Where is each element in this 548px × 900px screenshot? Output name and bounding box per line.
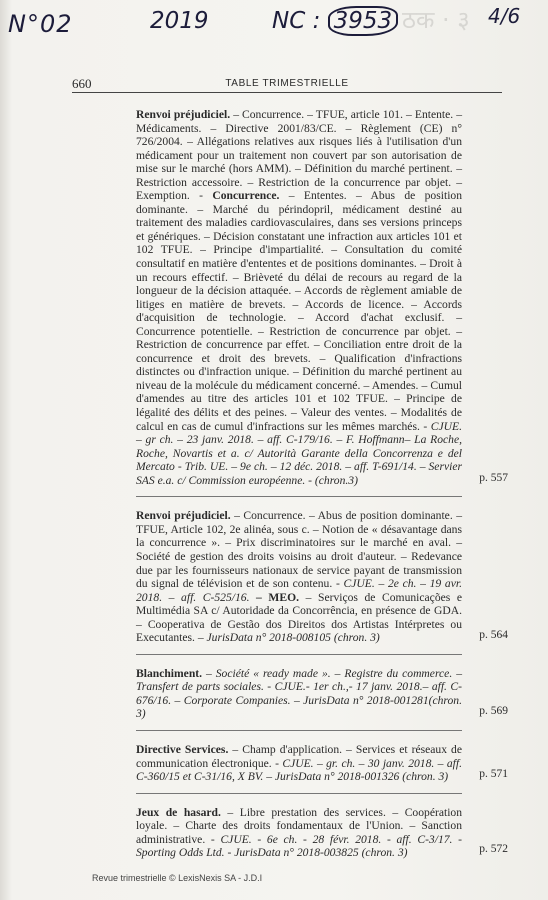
index-entry [136,742,508,794]
entry-text-continued: – Ententes. – Abus de position dominante. – Marché du périndopril, médicament destiné au traitement des maladies cardiovasculaires, dans ses versions princeps et génériques. – Décision constatant une infraction aux articles 101 et 102 TFUE. – Principe d'impartialité. – Consultation du comité consultatif en matière d'ententes et de positions dominantes. – Droit à un recours effectif. – Brièveté du délai de recours au regard de la longueur de la décision attaquée. – Accords de règlement amiable de litiges en matière de brevets. – Accords de licence. – Accords d'acquisition de technologie. – Accord d'achat exclusif. – Concurrence potentielle. – Restriction de concurrence par objet. – Restriction de concurrence par effet. – Conciliation entre droit de la concurrence et droit des brevets. – Qualification d'infractions distinctes ou d'infraction unique. – Définition du marché pertinent au niveau de la molécule du médicament concerné. – Amendes. – Cumul d'amendes au titre des articles 101 et 102 TFUE. – Principe de légalité des délits et des peines. – Valeur des ventes. – Modalités de calcul en cas de cumul d'infractions sur les mêmes marchés. [136,189,463,433]
page-footer: Revue trimestrielle © LexisNexis SA - J.D.I [92,873,263,883]
handwritten-nc-label: NC : [272,8,321,34]
entry-text: – Libre prestation des services. – Coopération loyale. – Charte des droits fondamentaux de l'Union. – Sanction administrative. [136,805,463,846]
entry-reference-secondary: – JurisData n° 2018-008105 (chron. 3) [197,631,380,645]
entry-keyword: Directive Services. [136,742,229,756]
entry-keyword: Blanchiment. [136,666,203,680]
running-header [72,76,502,93]
entry-text: – Concurrence. – Abus de position dominante. – TFUE, Article 102, 2e alinéa, sous c. – Notion de « désavantage dans la concurrence ». – Prix discriminatoires sur le marché en aval. – Société de gestion des droits voisins au droit d'auteur. – Redevance due par les fournisseurs nationaux de service payant de transmission du signal de télévision et de son contenu. [136,509,463,591]
entry-reference: - CJUE. - 6e ch. - 28 févr. 2018. - aff. C-3/17. - Sporting Odds Ltd. - JurisData n° 2018-003825 (chron. 3) [136,832,462,860]
page-number: 660 [72,76,92,91]
entry-text: – Concurrence. – TFUE, article 101. – Entente. – Médicaments. – Directive 2001/83/CE. – Règlement (CE) n° 726/2004. – Allégations relatives aux risques liés à l'utilisation d'un médicament pour un traitement non couvert par son autorisation de mise sur le marché (hors AMM). – Définition du marché pertinent. – Restriction accessoire. – Restriction de la concurrence par objet. – Exemption. - [136,108,462,203]
entry-page-ref: p. 564 [479,629,508,642]
header-title: TABLE TRIMESTRIELLE [225,78,349,89]
handwritten-fraction: 4/6 [488,4,521,28]
index-entry [136,805,508,860]
entry-text: – Champ d'application. – Services et réseaux de communication électronique. [136,742,462,770]
entry-page-ref: p. 557 [479,471,508,484]
handwritten-nc-value: 3953 [328,6,399,36]
handwritten-number: N°02 [8,10,73,38]
handwritten-annotations [0,2,548,42]
entry-text: – Société « ready made ». – Registre du commerce. – Transfert de parts sociales. - CJUE.- 1er ch.,- 17 janv. 2018.– aff. C-676/16. – Corporate Companies. – JurisData n° 2018-001281(chron. 3) [136,666,462,721]
index-entry [136,108,508,497]
entry-reference: - CJUE. – gr ch. – 23 janv. 2018. – aff. C-179/16. – F. Hoffmann– La Roche, Roche, Novartis et a. c/ Autorità Garante della Concorrenza e del Mercato - Trib. UE. – 9e ch. – 12 déc. 2018. – aff. T-691/14. – Servier SAS e.a. c/ Commission européenne. - (chron.3) [136,419,462,487]
entry-keyword-secondary: Concurrence. [212,189,280,203]
index-entry [136,666,508,731]
entry-keyword: Renvoi préjudiciel. [136,509,231,523]
entry-reference: - CJUE. – gr. ch. – 30 janv. 2018. – aff. C-360/15 et C-31/16, X BV. – JurisData n° 2018-001326 (chron. 3) [136,756,462,784]
entry-page-ref: p. 572 [479,843,508,856]
entry-keyword: Renvoi préjudiciel. [136,108,231,121]
entry-keyword: Jeux de hasard. [136,805,221,819]
handwritten-nc [272,8,398,34]
bleed-through-marks: ठक · ३ [402,6,470,34]
index-entries [136,108,506,860]
entry-reference: - CJUE. – 2e ch. – 19 avr. 2018. – aff. C-525/16. [136,577,463,604]
handwritten-year: 2019 [150,8,209,34]
index-entry [136,509,508,654]
entry-page-ref: p. 569 [479,705,508,718]
entry-keyword-secondary: – MEO. [256,590,300,604]
entry-page-ref: p. 571 [479,768,508,781]
entry-text-continued: – Serviços de Comunicações e Multimédia SA c/ Autoridade da Concorrência, en présence de GDA. – Cooperativa de Gestão dos Direitos dos Artistas Intérpretes ou Executantes. [136,590,463,645]
